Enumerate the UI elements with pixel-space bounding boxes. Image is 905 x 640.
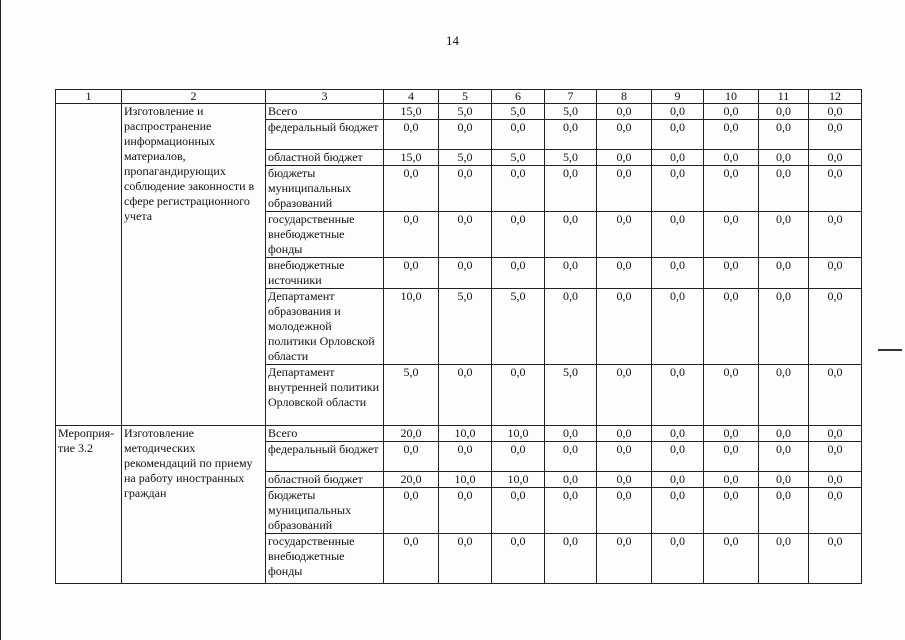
header-cell: 4 <box>384 90 439 104</box>
table-row <box>56 104 862 120</box>
amount-cell: 0,0 <box>597 166 652 212</box>
funding-source-cell: федеральный бюджет <box>266 120 384 150</box>
amount-cell: 0,0 <box>492 534 545 584</box>
amount-cell: 0,0 <box>384 442 439 472</box>
amount-cell: 0,0 <box>704 166 759 212</box>
funding-source-cell: государственные внебюджетные фонды <box>266 212 384 258</box>
amount-cell: 0,0 <box>439 488 492 534</box>
amount-cell: 10,0 <box>492 426 545 442</box>
amount-cell: 0,0 <box>384 166 439 212</box>
amount-cell: 0,0 <box>704 365 759 426</box>
amount-cell: 0,0 <box>809 365 862 426</box>
amount-cell: 5,0 <box>492 289 545 365</box>
amount-cell: 0,0 <box>597 534 652 584</box>
amount-cell: 0,0 <box>809 120 862 150</box>
amount-cell: 0,0 <box>809 104 862 120</box>
amount-cell: 0,0 <box>652 534 704 584</box>
amount-cell: 0,0 <box>597 289 652 365</box>
header-cell: 2 <box>122 90 266 104</box>
amount-cell: 0,0 <box>439 120 492 150</box>
amount-cell: 0,0 <box>652 150 704 166</box>
header-cell: 7 <box>545 90 597 104</box>
amount-cell: 0,0 <box>492 365 545 426</box>
amount-cell: 0,0 <box>809 150 862 166</box>
funding-source-cell: федеральный бюджет <box>266 442 384 472</box>
funding-source-cell: Департамент образования и молодежной политики Орловской области <box>266 289 384 365</box>
amount-cell: 0,0 <box>652 212 704 258</box>
header-cell: 12 <box>809 90 862 104</box>
amount-cell: 0,0 <box>545 426 597 442</box>
amount-cell: 15,0 <box>384 150 439 166</box>
amount-cell: 0,0 <box>704 534 759 584</box>
amount-cell: 0,0 <box>704 104 759 120</box>
amount-cell: 5,0 <box>439 150 492 166</box>
amount-cell: 5,0 <box>439 104 492 120</box>
amount-cell: 0,0 <box>545 472 597 488</box>
amount-cell: 0,0 <box>652 365 704 426</box>
amount-cell: 0,0 <box>704 488 759 534</box>
amount-cell: 0,0 <box>652 472 704 488</box>
header-row <box>56 90 862 104</box>
funding-source-cell: Всего <box>266 104 384 120</box>
funding-source-cell: бюджеты муниципальных образований <box>266 488 384 534</box>
amount-cell: 0,0 <box>384 488 439 534</box>
amount-cell: 5,0 <box>439 289 492 365</box>
amount-cell: 0,0 <box>597 442 652 472</box>
amount-cell: 0,0 <box>492 488 545 534</box>
amount-cell: 5,0 <box>545 365 597 426</box>
amount-cell: 5,0 <box>492 104 545 120</box>
amount-cell: 0,0 <box>597 150 652 166</box>
funding-source-cell: внебюджетные источники <box>266 258 384 289</box>
amount-cell: 20,0 <box>384 426 439 442</box>
amount-cell: 0,0 <box>545 258 597 289</box>
header-cell: 11 <box>759 90 809 104</box>
amount-cell: 0,0 <box>652 258 704 289</box>
amount-cell: 0,0 <box>704 150 759 166</box>
amount-cell: 0,0 <box>759 472 809 488</box>
amount-cell: 0,0 <box>384 212 439 258</box>
amount-cell: 5,0 <box>384 365 439 426</box>
funding-source-cell: Всего <box>266 426 384 442</box>
amount-cell: 0,0 <box>439 258 492 289</box>
amount-cell: 10,0 <box>439 472 492 488</box>
budget-table <box>55 89 862 584</box>
amount-cell: 0,0 <box>545 289 597 365</box>
margin-mark <box>878 349 902 351</box>
amount-cell: 0,0 <box>759 212 809 258</box>
amount-cell: 0,0 <box>704 258 759 289</box>
amount-cell: 0,0 <box>384 120 439 150</box>
amount-cell: 5,0 <box>492 150 545 166</box>
amount-cell: 0,0 <box>652 120 704 150</box>
amount-cell: 10,0 <box>384 289 439 365</box>
amount-cell: 0,0 <box>759 365 809 426</box>
header-cell: 6 <box>492 90 545 104</box>
amount-cell: 0,0 <box>439 365 492 426</box>
amount-cell: 0,0 <box>597 104 652 120</box>
amount-cell: 0,0 <box>759 442 809 472</box>
funding-source-cell: бюджеты муниципальных образований <box>266 166 384 212</box>
amount-cell: 0,0 <box>597 426 652 442</box>
event-name-cell: Изготовление методических рекомендаций по приему на работу иностранных граждан <box>122 426 266 584</box>
header-cell: 8 <box>597 90 652 104</box>
amount-cell: 0,0 <box>759 150 809 166</box>
amount-cell: 10,0 <box>492 472 545 488</box>
funding-source-cell: областной бюджет <box>266 150 384 166</box>
funding-source-cell: государственные внебюджетные фонды <box>266 534 384 584</box>
amount-cell: 0,0 <box>652 442 704 472</box>
amount-cell: 0,0 <box>652 166 704 212</box>
amount-cell: 0,0 <box>492 258 545 289</box>
amount-cell: 0,0 <box>545 166 597 212</box>
amount-cell: 0,0 <box>597 365 652 426</box>
amount-cell: 0,0 <box>809 534 862 584</box>
amount-cell: 0,0 <box>439 166 492 212</box>
amount-cell: 0,0 <box>809 166 862 212</box>
amount-cell: 0,0 <box>704 426 759 442</box>
amount-cell: 0,0 <box>597 472 652 488</box>
amount-cell: 5,0 <box>545 150 597 166</box>
amount-cell: 0,0 <box>545 442 597 472</box>
amount-cell: 0,0 <box>545 534 597 584</box>
header-cell: 9 <box>652 90 704 104</box>
amount-cell: 0,0 <box>759 104 809 120</box>
amount-cell: 0,0 <box>759 426 809 442</box>
amount-cell: 0,0 <box>545 120 597 150</box>
event-number-cell <box>56 104 122 426</box>
amount-cell: 0,0 <box>597 212 652 258</box>
amount-cell: 0,0 <box>809 426 862 442</box>
amount-cell: 0,0 <box>439 442 492 472</box>
amount-cell: 0,0 <box>492 120 545 150</box>
amount-cell: 0,0 <box>759 258 809 289</box>
event-number-cell: Мероприя-тие 3.2 <box>56 426 122 584</box>
page-number: 14 <box>446 33 459 48</box>
amount-cell: 0,0 <box>652 488 704 534</box>
amount-cell: 0,0 <box>597 120 652 150</box>
amount-cell: 0,0 <box>704 472 759 488</box>
amount-cell: 0,0 <box>759 166 809 212</box>
amount-cell: 0,0 <box>652 426 704 442</box>
amount-cell: 0,0 <box>384 258 439 289</box>
amount-cell: 0,0 <box>384 534 439 584</box>
amount-cell: 0,0 <box>809 212 862 258</box>
amount-cell: 0,0 <box>809 442 862 472</box>
amount-cell: 0,0 <box>704 289 759 365</box>
amount-cell: 0,0 <box>597 488 652 534</box>
amount-cell: 0,0 <box>492 442 545 472</box>
amount-cell: 15,0 <box>384 104 439 120</box>
event-name-cell: Изготовление и распространение информационных материалов, пропагандирующих соблюдение законности в сфере регистрационного учета <box>122 104 266 426</box>
amount-cell: 0,0 <box>439 534 492 584</box>
amount-cell: 0,0 <box>809 472 862 488</box>
amount-cell: 0,0 <box>759 534 809 584</box>
funding-source-cell: Департамент внутренней политики Орловской области <box>266 365 384 426</box>
amount-cell: 0,0 <box>652 289 704 365</box>
amount-cell: 20,0 <box>384 472 439 488</box>
amount-cell: 10,0 <box>439 426 492 442</box>
amount-cell: 0,0 <box>597 258 652 289</box>
amount-cell: 0,0 <box>439 212 492 258</box>
amount-cell: 0,0 <box>704 212 759 258</box>
table-row <box>56 426 862 442</box>
amount-cell: 0,0 <box>704 442 759 472</box>
amount-cell: 5,0 <box>545 104 597 120</box>
header-cell: 10 <box>704 90 759 104</box>
page-edge-line <box>0 0 1 640</box>
funding-source-cell: областной бюджет <box>266 472 384 488</box>
amount-cell: 0,0 <box>759 289 809 365</box>
amount-cell: 0,0 <box>492 166 545 212</box>
amount-cell: 0,0 <box>759 120 809 150</box>
amount-cell: 0,0 <box>652 104 704 120</box>
amount-cell: 0,0 <box>809 258 862 289</box>
amount-cell: 0,0 <box>545 212 597 258</box>
header-cell: 1 <box>56 90 122 104</box>
header-cell: 3 <box>266 90 384 104</box>
amount-cell: 0,0 <box>759 488 809 534</box>
amount-cell: 0,0 <box>492 212 545 258</box>
amount-cell: 0,0 <box>809 488 862 534</box>
amount-cell: 0,0 <box>809 289 862 365</box>
amount-cell: 0,0 <box>704 120 759 150</box>
amount-cell: 0,0 <box>545 488 597 534</box>
header-cell: 5 <box>439 90 492 104</box>
